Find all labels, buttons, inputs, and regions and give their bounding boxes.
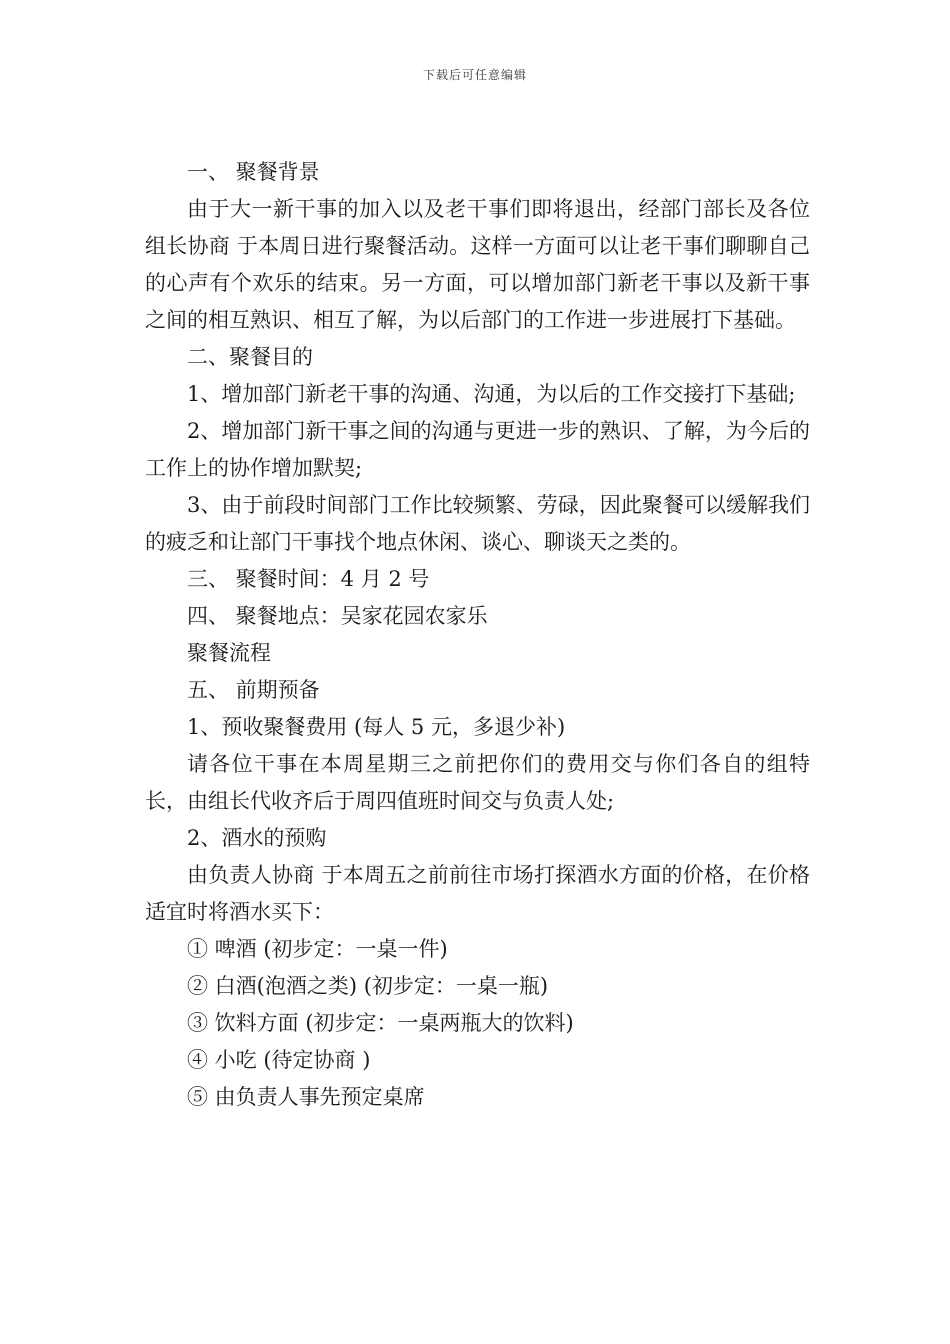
list-item-liquor: ② 白酒(泡酒之类) (初步定：一桌一瓶): [187, 974, 549, 998]
purpose-item-3: 3、由于前段时间部门工作比较频繁、劳碌，因此聚餐可以缓解我们的疲乏和让部门干事找个地点休闲、谈心、聊谈天之类的。: [145, 493, 810, 554]
purpose-item-2: 2、增加部门新干事之间的沟通与更进一步的熟识、了解，为今后的工作上的协作增加默契;: [145, 419, 810, 480]
section-heading-location: 四、 聚餐地点：吴家花园农家乐: [187, 604, 488, 628]
document-body: [145, 154, 810, 1116]
section-heading-purpose: 二、聚餐目的: [187, 345, 313, 369]
page-header-note: 下载后可任意编辑: [422, 68, 527, 82]
heading-process: 聚餐流程: [187, 641, 271, 665]
purpose-item-1: 1、增加部门新老干事的沟通、沟通，为以后的工作交接打下基础;: [187, 382, 796, 406]
prep-item-1: 1、预收聚餐费用 (每人 5 元，多退少补): [187, 715, 566, 739]
section-heading-preparation: 五、 前期预备: [187, 678, 320, 702]
list-item-beverages: ③ 饮料方面 (初步定：一桌两瓶大的饮料): [187, 1011, 574, 1035]
list-item-beer: ① 啤酒 (初步定：一桌一件): [187, 937, 448, 961]
section-heading-background: 一、 聚餐背景: [187, 160, 320, 184]
list-item-table-booking: ⑤ 由负责人事先预定桌席: [187, 1085, 425, 1109]
paragraph-fee-collection: 请各位干事在本周星期三之前把你们的费用交与你们各自的组特长，由组长代收齐后于周四值班时间交与负责人处;: [145, 752, 810, 813]
paragraph-drinks-purchase: 由负责人协商 于本周五之前前往市场打探酒水方面的价格，在价格适宜时将酒水买下：: [145, 863, 810, 924]
section-heading-time: 三、 聚餐时间：4 月 2 号: [187, 567, 430, 591]
paragraph-background: 由于大一新干事的加入以及老干事们即将退出，经部门部长及各位组长协商 于本周日进行聚餐活动。这样一方面可以让老干事们聊聊自己的心声有个欢乐的结束。另一方面，可以增加部门新老干事以及新干事之间的相互熟识、相互了解，为以后部门的工作进一步进展打下基础。: [145, 197, 810, 332]
list-item-snacks: ④ 小吃 (待定协商 ): [187, 1048, 371, 1072]
prep-item-2: 2、酒水的预购: [187, 826, 327, 850]
